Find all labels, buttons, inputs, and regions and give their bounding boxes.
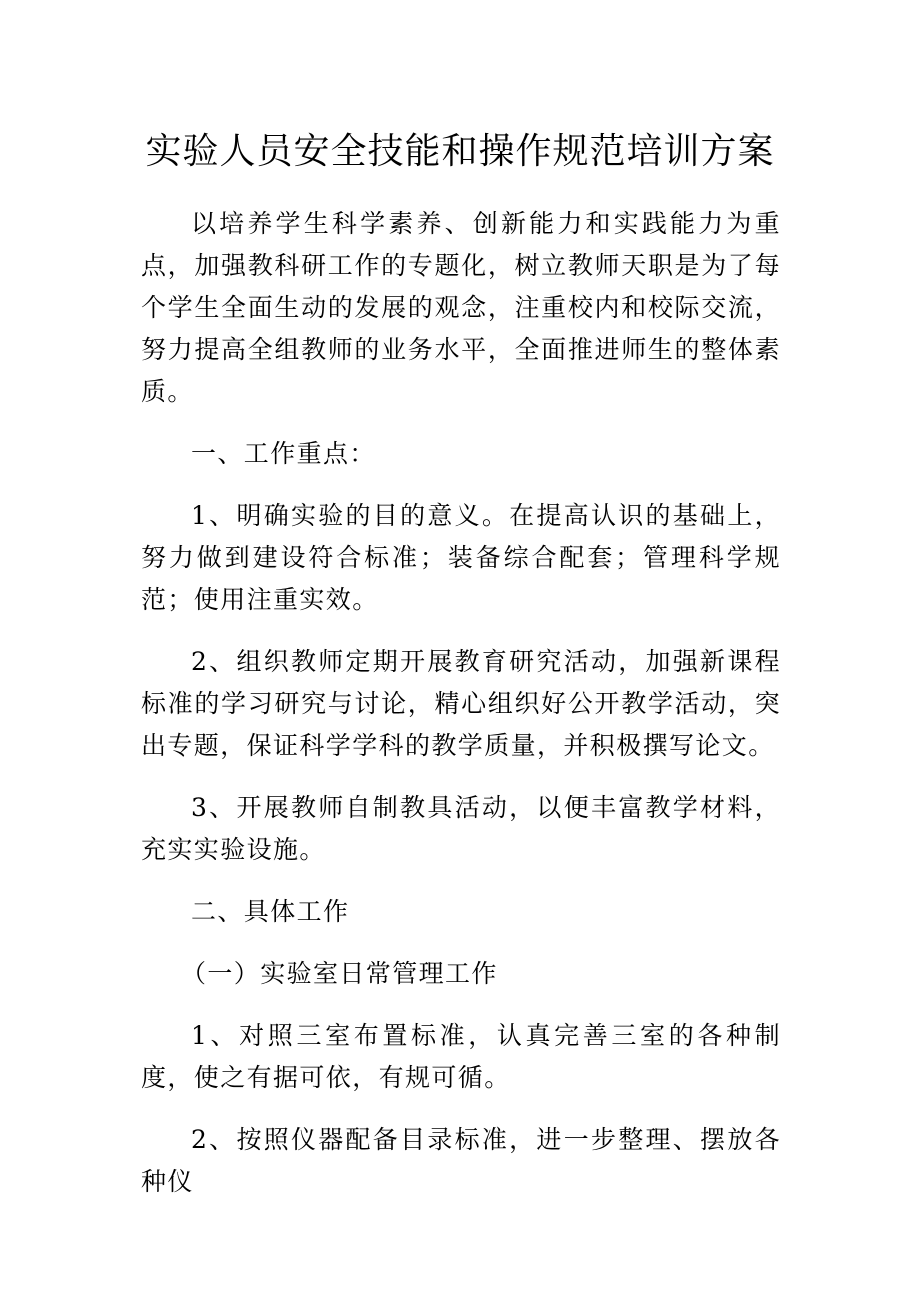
intro-paragraph: 以培养学生科学素养、创新能力和实践能力为重点，加强教科研工作的专题化，树立教师天职是为了每个学生全面生动的发展的观念，注重校内和校际交流，努力提高全组教师的业务水平，全面推进师生的整体素质。 (141, 209, 781, 406)
document-title: 实验人员安全技能和操作规范培训方案 (145, 131, 775, 172)
work-item-2: 2、按照仪器配备目录标准，进一步整理、摆放各种仪 (141, 1125, 781, 1196)
focus-item-3: 3、开展教师自制教具活动，以便丰富教学材料，充实实验设施。 (141, 793, 781, 864)
section-heading-work-focus: 一、工作重点： (191, 439, 376, 468)
focus-item-2: 2、组织教师定期开展教育研究活动，加强新课程标准的学习研究与讨论，精心组织好公开教学活动，突出专题，保证科学学科的教学质量，并积极撰写论文。 (141, 647, 781, 760)
section-heading-specific-work: 二、具体工作 (191, 897, 350, 926)
work-item-1: 1、对照三室布置标准，认真完善三室的各种制度，使之有据可依，有规可循。 (141, 1021, 781, 1092)
focus-item-1: 1、明确实验的目的意义。在提高认识的基础上，努力做到建设符合标准；装备综合配套；管理科学规范；使用注重实效。 (141, 501, 781, 614)
document-body (141, 203, 781, 1223)
subsection-heading-lab-management: （一）实验室日常管理工作 (181, 959, 498, 988)
